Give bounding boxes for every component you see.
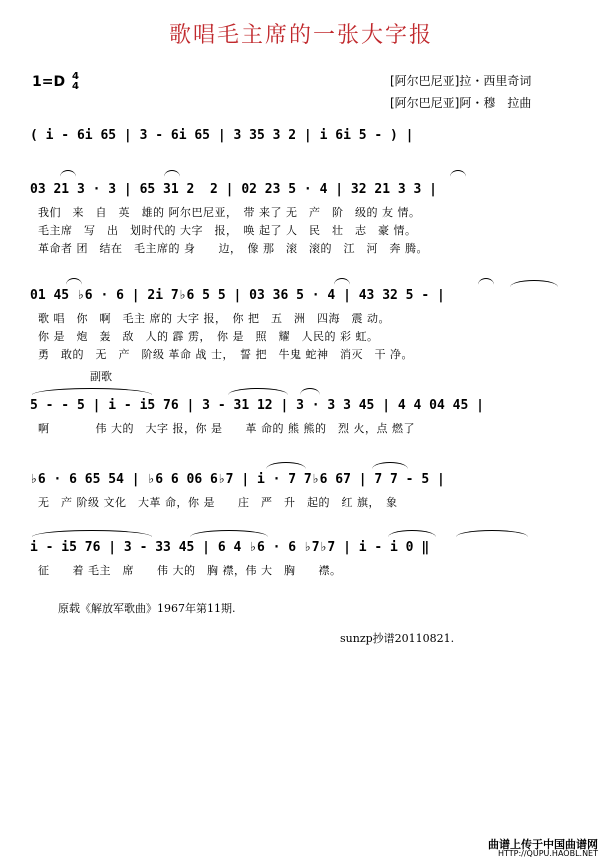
key-signature <box>32 72 79 92</box>
source-note: 原载《解放军歌曲》1967年第11期. <box>58 602 236 615</box>
composer-credit: [阿尔巴尼亚]阿・穆 拉曲 <box>390 96 532 110</box>
slur <box>164 170 180 177</box>
lyric-line-2-verse-3: 革命者 团 结在 毛主席的 身 边， 像 那 滚 滚的 江 河 奔 腾。 <box>38 242 428 255</box>
page-title: 歌唱毛主席的一张大字报 <box>168 23 433 48</box>
lyric-line-5: 无 产 阶级 文化 大革 命，你 是 庄 严 升 起的 红 旗， 象 <box>38 496 398 509</box>
tie <box>32 530 152 537</box>
score-line-3: 01 45 ♭6 · 6 | 2i 7♭6 5 5 | 03 36 5 · 4 | 43 32 5 - | <box>30 288 445 303</box>
tie <box>190 530 268 537</box>
site-url[interactable]: HTTP://QUPU.HAOBL.NET <box>498 849 598 858</box>
slur <box>388 530 436 537</box>
slur <box>60 170 76 177</box>
lyric-line-6: 征 着 毛主 席 伟 大的 胸 襟，伟 大 胸 襟。 <box>38 564 342 577</box>
lyric-line-2-verse-1: 我们 来 自 英 雄的 阿尔巴尼亚， 带 来了 无 产 阶 级的 友 情。 <box>38 206 421 219</box>
site-banner: 曲谱上传于中国曲谱网 <box>488 838 598 851</box>
score-line-2: 03 21 3 · 3 | 65 31 2 2 | 02 23 5 · 4 | 32 21 3 3 | <box>30 182 437 197</box>
lyric-line-3-verse-1: 歌 唱 你 啊 毛主 席的 大字 报， 你 把 五 洲 四海 震 动。 <box>38 312 390 325</box>
slur <box>478 278 494 285</box>
slur <box>266 462 306 469</box>
slur <box>228 388 288 395</box>
slur <box>450 170 466 177</box>
score-line-6: i - i5 76 | 3 - 33 45 | 6 4 ♭6 · 6 ♭7♭7 | i - i 0 ‖ <box>30 540 430 555</box>
slur <box>66 278 82 285</box>
lyric-line-2-verse-2: 毛主席 写 出 划时代的 大字 报， 唤 起了 人 民 壮 志 豪 情。 <box>38 224 417 237</box>
slur <box>334 278 350 285</box>
tie <box>456 530 528 537</box>
score-line-1: ( i - 6i 65 | 3 - 6i 65 | 3 35 3 2 | i 6i 5 - ) | <box>30 128 414 143</box>
slur <box>300 388 320 395</box>
lyric-line-4: 啊 伟 大的 大字 报，你 是 革 命的 熊 熊的 烈 火，点 燃了 <box>38 422 415 435</box>
slur <box>372 462 408 469</box>
score-line-5: ♭6 · 6 65 54 | ♭6 6 06 6♭7 | i · 7 7♭6 67 | 7 7 - 5 | <box>30 472 445 487</box>
tie <box>32 388 152 395</box>
meter-bottom: 4 <box>71 81 79 92</box>
score-line-4: 5 - - 5 | i - i5 76 | 3 - 31 12 | 3 · 3 3 45 | 4 4 04 45 | <box>30 398 484 413</box>
tie <box>510 280 558 287</box>
key-label: 1=D <box>32 74 66 90</box>
time-signature <box>72 72 79 92</box>
lyricist-credit: [阿尔巴尼亚]拉・西里奇词 <box>390 74 532 88</box>
meter-top: 4 <box>71 71 79 82</box>
copyist-note: sunzp抄谱20110821. <box>340 632 455 645</box>
lyric-line-3-verse-2: 你 是 炮 轰 敌 人的 霹 雳， 你 是 照 耀 人民的 彩 虹。 <box>38 330 379 343</box>
refrain-label: 副歌 <box>90 370 112 383</box>
lyric-line-3-verse-3: 勇 敢的 无 产 阶级 革命 战 士， 誓 把 牛鬼 蛇神 消灭 干 净。 <box>38 348 413 361</box>
